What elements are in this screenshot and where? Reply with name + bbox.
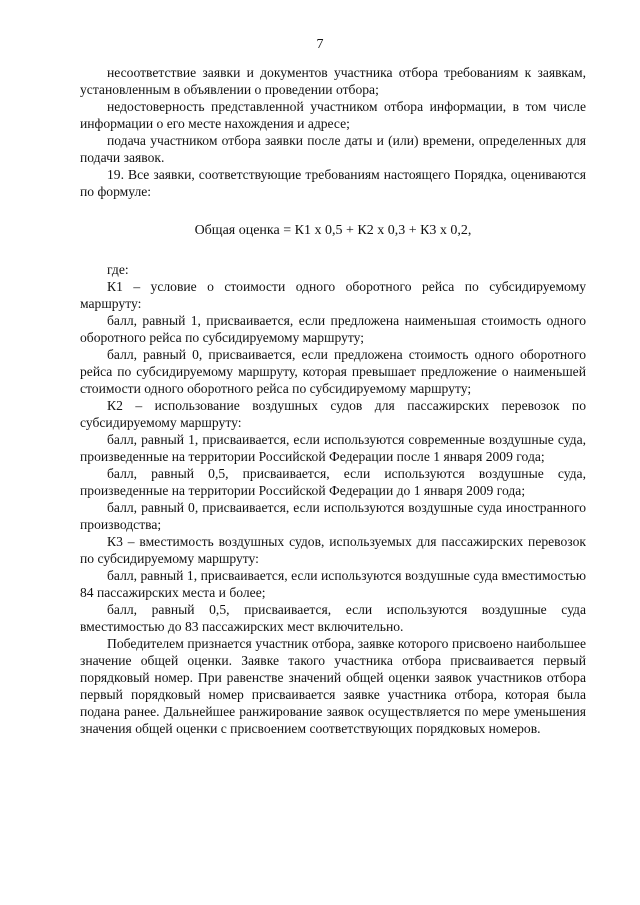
paragraph-k3-score-0-5: балл, равный 0,5, присваивается, если используются воздушные суда вместимостью до 83 пассажирских мест включительно. [80, 602, 586, 634]
paragraph-k3-score-1: балл, равный 1, присваивается, если используются воздушные суда вместимостью 84 пассажирских места и более; [80, 568, 586, 600]
paragraph-k1-definition: К1 – условие о стоимости одного оборотного рейса по субсидируемому маршруту: [80, 279, 586, 311]
paragraph-late-submission: подача участником отбора заявки после даты и (или) времени, определенных для подачи заявок. [80, 133, 586, 165]
paragraph-winner: Победителем признается участник отбора, заявке которого присвоено наибольшее значение общей оценки. Заявке такого участника отбора присваивается первый порядковый номер. При равенстве значений общей оценки заявок участников отбора первый порядковый номер присваивается заявке участника отбора, которая была подана ранее. Дальнейшее ранжирование заявок осуществляется по мере уменьшения значения общей оценки с присвоением соответствующих порядковых номеров. [80, 636, 586, 736]
paragraph-item-19: 19. Все заявки, соответствующие требованиям настоящего Порядка, оцениваются по формуле: [80, 167, 586, 199]
page-number: 7 [316, 37, 324, 52]
paragraph-k3-definition: К3 – вместимость воздушных судов, используемых для пассажирских перевозок по субсидируемому маршруту: [80, 534, 586, 566]
paragraph-k2-score-0-5: балл, равный 0,5, присваивается, если используются воздушные суда, произведенные на территории Российской Федерации до 1 января 2009 года; [80, 466, 586, 498]
paragraph-mismatch: несоответствие заявки и документов участника отбора требованиям к заявкам, установленным в объявлении о проведении отбора; [80, 65, 586, 97]
paragraph-k1-score-1: балл, равный 1, присваивается, если предложена наименьшая стоимость одного оборотного рейса по субсидируемому маршруту; [80, 313, 586, 345]
paragraph-k2-score-1: балл, равный 1, присваивается, если используются современные воздушные суда, произведенные на территории Российской Федерации после 1 января 2009 года; [80, 432, 586, 464]
paragraph-where: где: [107, 262, 129, 277]
evaluation-formula: Общая оценка = К1 х 0,5 + К2 х 0,3 + К3 х 0,2, [194, 223, 472, 238]
paragraph-k1-score-0: балл, равный 0, присваивается, если предложена стоимость одного оборотного рейса по субсидируемому маршруту, которая превышает предложение о наименьшей стоимости одного оборотного рейса по субсидируемому маршруту; [80, 347, 586, 396]
paragraph-inaccuracy: недостоверность представленной участником отбора информации, в том числе информации о его месте нахождения и адресе; [80, 99, 586, 131]
paragraph-k2-score-0: балл, равный 0, присваивается, если используются воздушные суда иностранного производства; [80, 500, 586, 532]
paragraph-k2-definition: К2 – использование воздушных судов для пассажирских перевозок по субсидируемому маршруту: [80, 398, 586, 430]
document-body [80, 64, 586, 737]
